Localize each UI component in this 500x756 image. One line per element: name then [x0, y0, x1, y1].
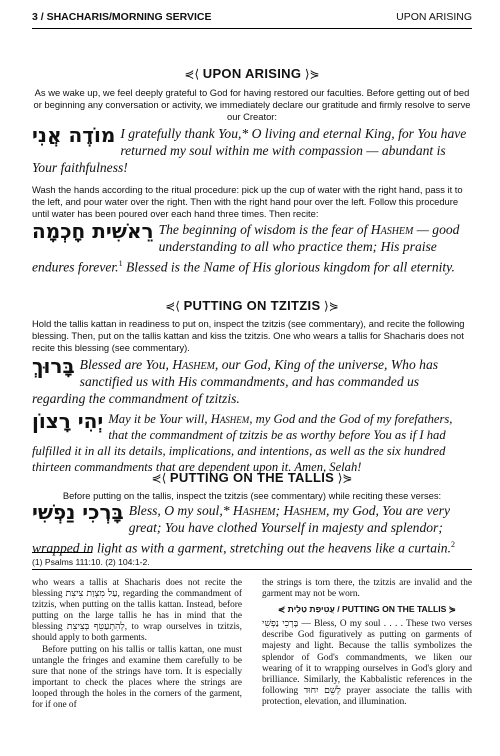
running-head	[32, 11, 472, 27]
upon-arising-instruction: As we wake up, we feel deeply grateful to God for having restored our faculties. Before getting out of bed or beginning any conversation or activity, we immediately declare our gratitude and firmly resolve to serve our Creator:	[33, 87, 471, 122]
section-title-upon-arising	[32, 66, 472, 84]
prayer-text: , our God, King of the universe, Who has sanctified us with His commandments, and has commanded us regarding the commandment of tzitzis.	[32, 357, 439, 406]
commentary-paragraph: בָּרְכִי נַפְשִׁי — Bless, O my soul . . . . These two verses describe God figuratively as putting on garments of majesty and light. Because the tallis symbolizes the splendor of God's commandments, we liken our wearing of it to wrapping ourselves in God's glory and brilliance. Similarly, the Kabbalistic references in the following לְשֵׁם יִחוּד prayer associate the tallis with protection, elevation, and illumination.	[262, 619, 472, 707]
commentary-rule	[32, 569, 472, 570]
prayer-text: ;	[275, 503, 281, 518]
section-title-text: PUTTING ON TZITZIS	[183, 298, 321, 313]
prayer-text: Blessed is the Name of His glorious kingdom for all eternity.	[125, 259, 455, 275]
section-title-tzitzis	[32, 298, 472, 316]
commentary-paragraph: who wears a tallis at Shacharis does not recite the blessing עַל מִצְוַת צִיצִת, regarding the commandment of tzitzis, when putting on the tallis kattan. Instead, before putting on the large tallis he has in mind that the blessing לְהִתְעַטֵּף בְּצִיצִת, to wrap ourselves in tzitzis, should apply to both garments.	[32, 578, 242, 644]
divine-name: Hashem	[210, 412, 250, 426]
section-title-text: PUTTING ON THE TALLIS	[169, 470, 335, 485]
tzitzis-instruction: Hold the tallis kattan in readiness to put on, inspect the tzitzis (see commentary), and recite the following blessing. Then, put on the tallis kattan and kiss the tzitzis. One who wears a tallis for Shacharis does not recite this blessing (see commentary).	[32, 318, 465, 353]
commentary-column-right	[262, 578, 472, 708]
barchi-nafshi-prayer	[32, 502, 472, 557]
prayer-text: Blessed are You,	[79, 357, 169, 372]
ornament-close-icon: ⟩⋟	[304, 67, 320, 81]
divine-name: Hashem	[232, 503, 276, 518]
header-rule	[32, 28, 472, 29]
tallis-instruction: Before putting on the tallis, inspect the tzitzis (see commentary) while reciting these verses:	[62, 490, 442, 501]
ornament-open-icon: ⋞⟨	[165, 299, 180, 313]
hand-washing-instruction: Wash the hands according to the ritual procedure: pick up the cup of water with the right hand, pass it to the left, and pour water over the right. Then with the right hand pour over the left. Follow this procedure until water has been poured over each hand three times. Then recite:	[32, 184, 463, 219]
section-title-text: UPON ARISING	[202, 66, 302, 81]
footnote-marker: 1	[118, 259, 123, 268]
page-header-left: 3 / SHACHARIS/MORNING SERVICE	[32, 11, 212, 23]
prayer-hebrew-opening: רֵאשִׁית חָכְמָה	[32, 219, 154, 243]
page-header-right: UPON ARISING	[396, 11, 472, 23]
prayer-hebrew-opening: בָּרוּךְ	[32, 354, 75, 378]
commentary-paragraph: Before putting on his tallis or tallis kattan, one must untangle the fringes and examine them carefully to be sure that none of the strings have torn. It is especially important to check the places where the strings are looped through the holes in the corners of the garment, for if one of	[32, 644, 242, 711]
prayer-text: — good understanding to all who practice them; His praise endures forever.	[32, 222, 460, 275]
ornament-close-icon: ⟩⋟	[337, 471, 353, 485]
divine-name: Hashem	[172, 357, 215, 372]
divine-name: Hashem	[283, 503, 327, 518]
ornament-close-icon: ⟩⋟	[324, 299, 339, 313]
yehi-ratzon-prayer	[32, 411, 472, 475]
reishis-chochmah-prayer	[32, 221, 472, 276]
prayer-text: , my God, You are very great; You have clothed Yourself in majesty and splendor; wrapped in light as with a garment, stretching out the heavens like a curtain.	[32, 503, 451, 556]
section-title-tallis	[32, 470, 472, 488]
prayer-text: The beginning of wisdom is the fear of	[158, 222, 368, 237]
commentary-paragraph: the strings is torn there, the tzitzis are invalid and the garment may not be worn.	[262, 578, 472, 600]
commentary-heading: ⋞ עֲטִיפַת טַלִּית / PUTTING ON THE TALLIS ⋟	[278, 604, 456, 615]
scripture-footnote: (1) Psalms 111:10. (2) 104:1-2.	[32, 557, 150, 567]
ornament-open-icon: ⋞⟨	[151, 471, 167, 485]
commentary-column-left	[32, 578, 242, 711]
tzitzis-blessing	[32, 356, 472, 407]
prayer-hebrew-opening: בָּרְכִי נַפְשִׁי	[32, 500, 124, 524]
prayer-text: I gratefully thank You,* O living and eternal King, for You have returned my soul within me with compassion — abundant is Your faithfulness!	[32, 126, 467, 175]
footnote-rule	[32, 552, 92, 553]
prayer-text: May it be Your will,	[108, 412, 208, 426]
ornament-open-icon: ⋞⟨	[184, 67, 200, 81]
divine-name: Hashem	[370, 222, 414, 237]
prayer-text: , my God and the God of my forefathers, that the commandment of tzitzis be as worthy before You as if I had fulfilled it in all its details, implications, and intentions, as well as the six hundred thirteen commandments that are dependent upon it. Amen, Selah!	[32, 412, 453, 474]
prayer-text: Bless, O my soul,*	[128, 503, 230, 518]
footnote-marker: 2	[450, 540, 455, 549]
prayer-hebrew-opening: מוֹדֶה אֲנִי	[32, 123, 116, 147]
modeh-ani-prayer	[32, 125, 472, 176]
prayer-hebrew-opening: יְהִי רָצוֹן	[32, 409, 104, 433]
